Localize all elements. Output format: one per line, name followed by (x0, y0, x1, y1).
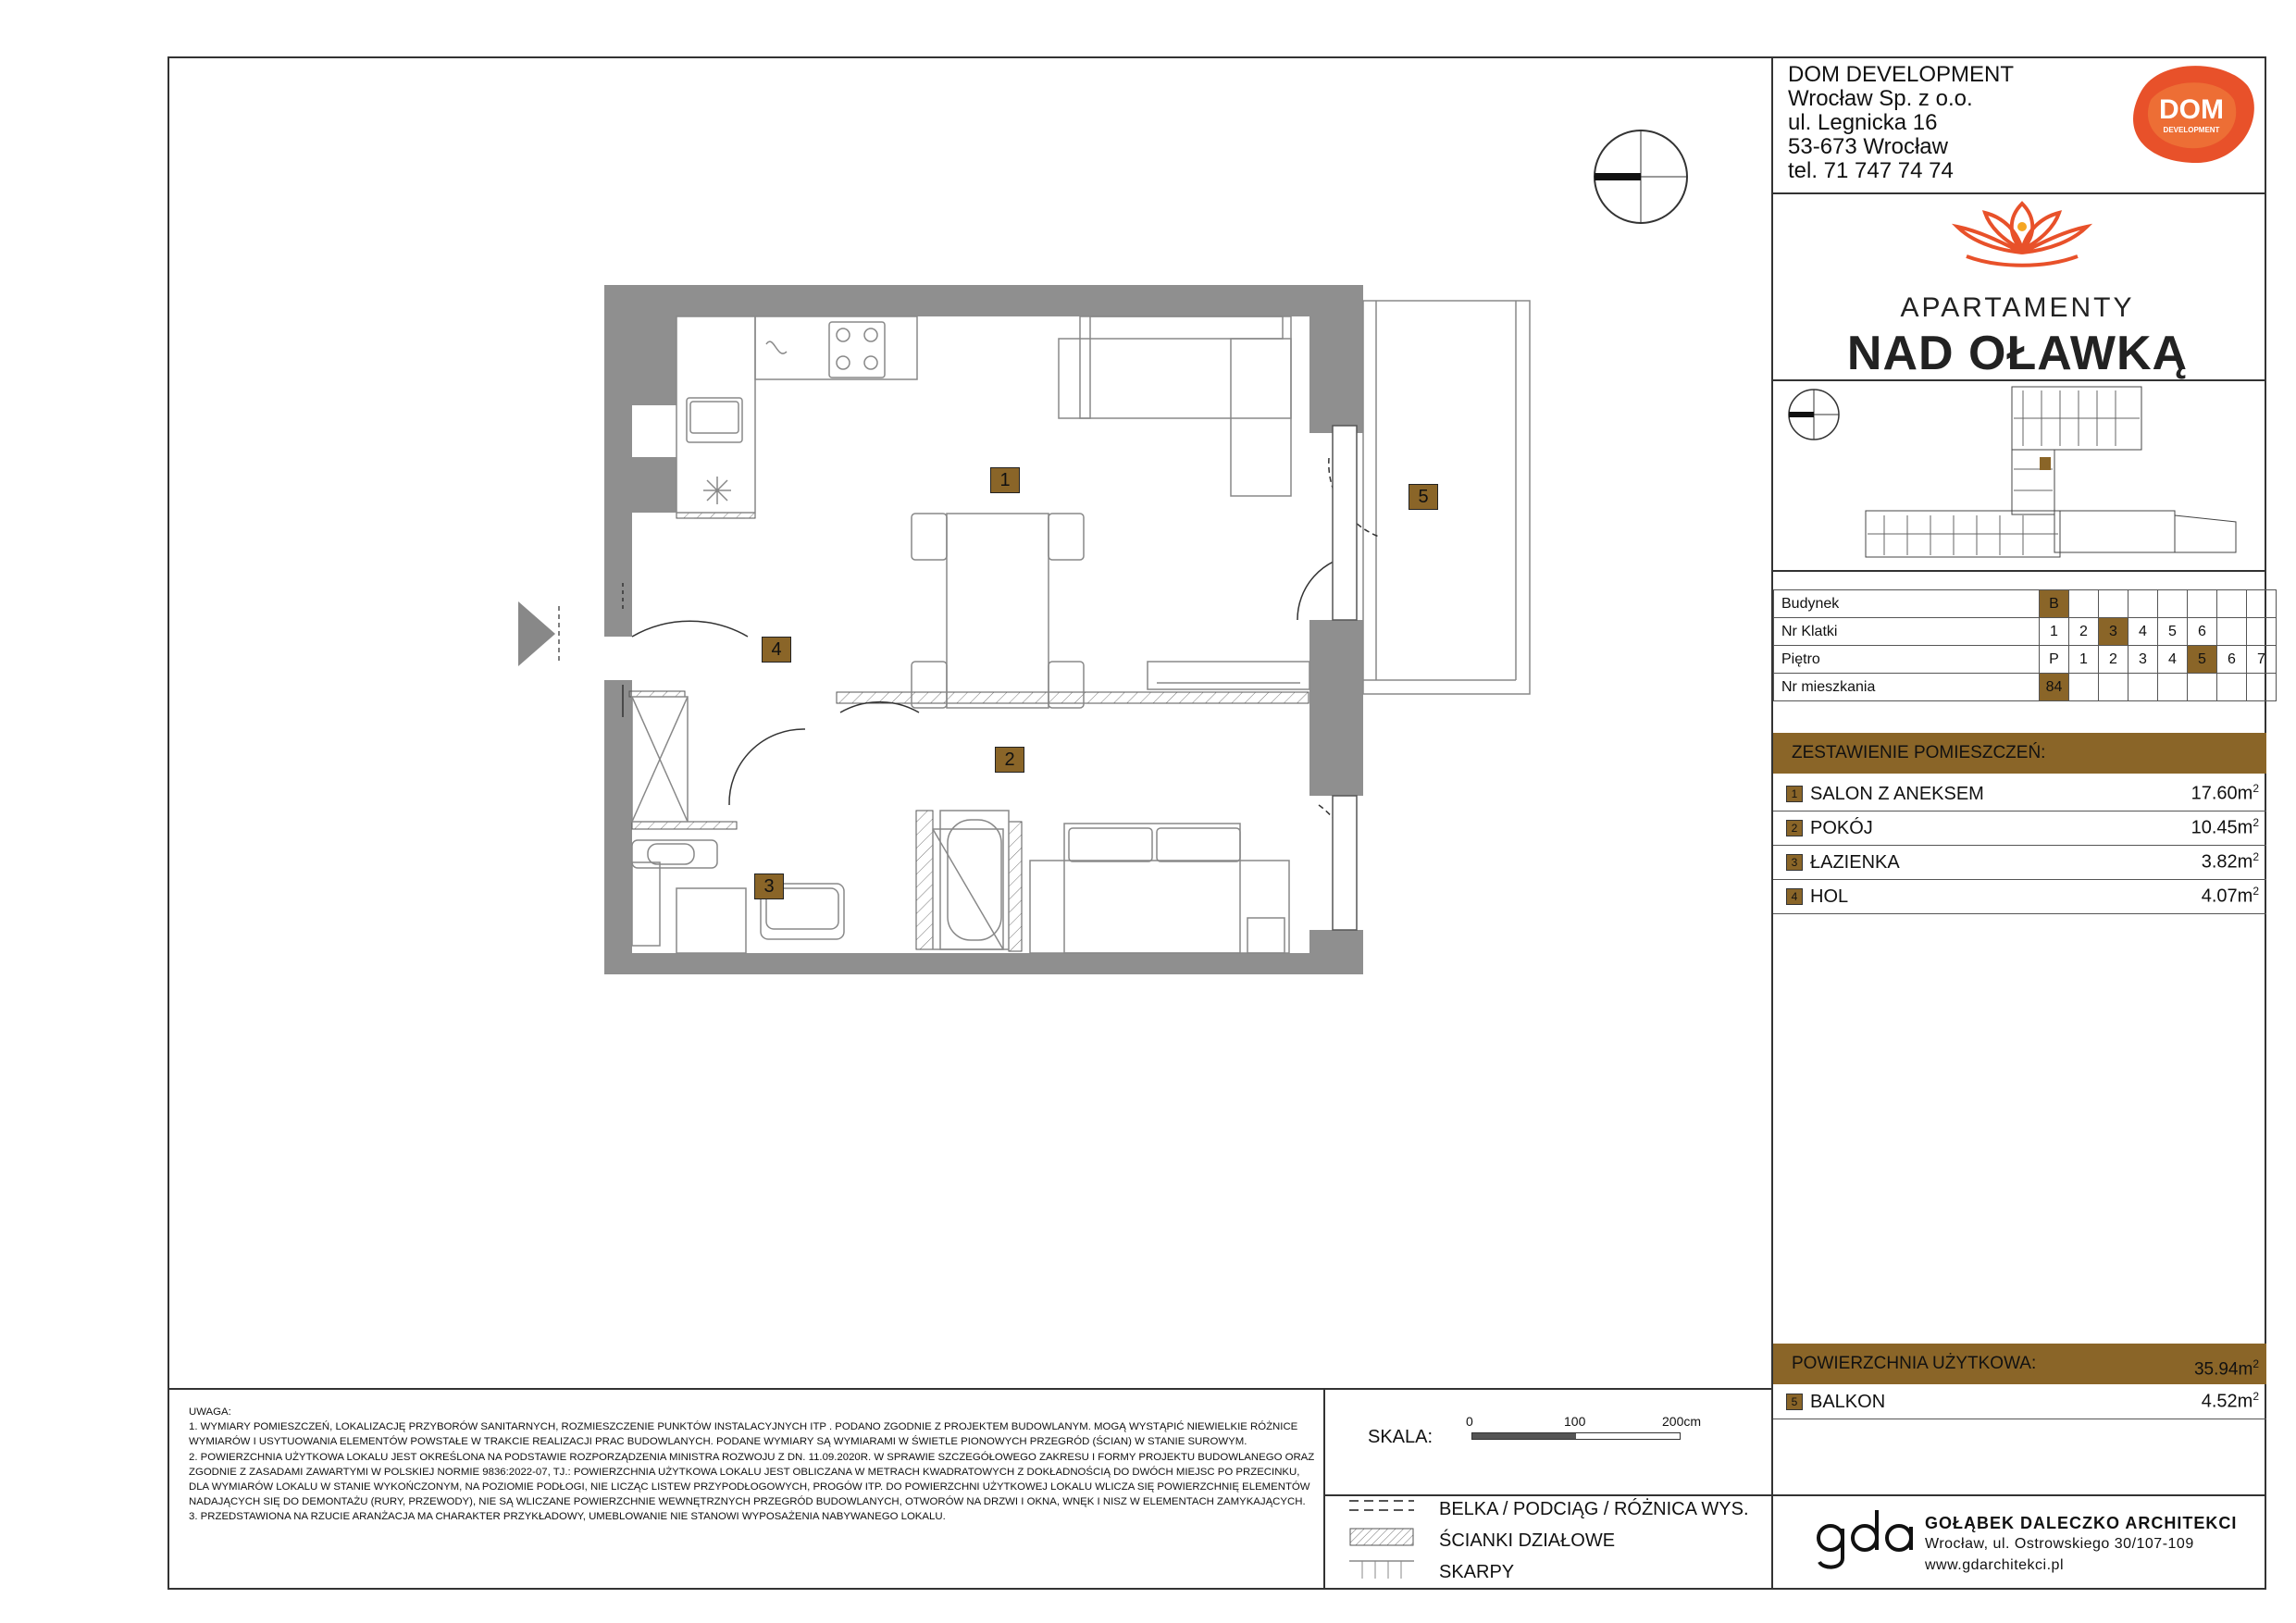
klatka-cell: 4 (2128, 618, 2158, 646)
scale-tick-200: 200cm (1662, 1414, 1702, 1429)
balcony-area: $4.52m^2$ (2201, 1390, 2259, 1412)
scale-divider (1323, 1388, 1325, 1590)
legend-partition-label: ŚCIANKI DZIAŁOWE (1439, 1530, 1616, 1551)
gda-logo (1814, 1501, 1916, 1575)
company-phone: tel. 71 747 74 74 (1788, 158, 1954, 183)
company-street: ul. Legnicka 16 (1788, 110, 1938, 135)
company-city: 53-673 Wrocław (1788, 134, 1948, 159)
room-name: POKÓJ (1810, 818, 1873, 838)
klatka-cell: 2 (2069, 618, 2099, 646)
legend-beam-label: BELKA / PODCIĄG / RÓŻNICA WYS. (1439, 1499, 1749, 1519)
rooms-header: ZESTAWIENIE POMIESZCZEŃ: (1773, 733, 2266, 774)
architect-name: GOŁĄBEK DALECZKO ARCHITEKCI (1925, 1514, 2238, 1532)
pietro-cell: 2 (2099, 646, 2128, 674)
note-3: 3. PRZEDSTAWIONA NA RZUCIE ARANŻACJA MA CHARAKTER PRZYKŁADOWY, UMEBLOWANIE NIE STANOWI WYPOSAŻENIA NABYWANEGO LOKALU. (189, 1511, 946, 1523)
klatka-cell: 6 (2188, 618, 2217, 646)
note-2: 2. POWIERZCHNIA UŻYTKOWA LOKALU JEST OKREŚLONA NA PODSTAWIE ROZPORZĄDZENIA MINISTRA ROZWOJU Z DN. 11.09.2020R. W SPRAWIE SZCZEGÓŁOWEGO ZAKRESU I FORMY PROJEKTU BUDOWLANEGO ORAZ ZGODNIE Z ZASADAMI ZAWARTYMI W POLSKIEJ NORMIE 9836:2022-07, TJ.: POWIERZCHNIA UŻYTKOWA LOKALU JEST OBLICZANA W METRACH KWADRATOWYCH Z DOKŁADNOŚCIĄ DO DWÓCH MIEJSC PO PRZECINKU, DLA WYMIARÓW LOKALU W STANIE WYKOŃCZONYM, NA POZIOMIE PODŁOGI, NIE LICZĄC LISTEW PRZYPODŁOGOWYCH, PROGÓW ITP. DO POWIERZCHNI UŻYTKOWEJ LOKALU WLICZA SIĘ POWIERZCHNIĘ ELEMENTÓW NADAJĄCYCH SIĘ DO DEMONTAŻU (RURY, PRZEWODY), NIE SĄ WLICZANE POWIERZCHNIE WEWNĘTRZNYCH PRZEGRÓD BUDOWLANYCH, OTWORÓW NA DRZWI I OKNA, WNĘK I NISZ W ELEMENTACH ZAMYKAJĄCYCH. (189, 1451, 1315, 1508)
usable-area-band (1773, 1344, 2266, 1384)
scale-tick-100: 100 (1564, 1414, 1586, 1429)
legend-partition-symbol (1349, 1528, 1414, 1546)
pietro-cell: 3 (2128, 646, 2158, 674)
row-klatki (1774, 618, 2277, 646)
room-row (1773, 846, 2266, 880)
klatka-cell: 5 (2158, 618, 2188, 646)
legend-beam-symbol (1349, 1497, 1414, 1516)
budynek-label: Budynek (1774, 590, 2040, 618)
balcony-number: 5 (1786, 1394, 1803, 1410)
project-title-line2: NAD OŁAWKĄ (1846, 327, 2189, 380)
floor-plan (518, 278, 1536, 1046)
architect-address: Wrocław, ul. Ostrowskiego 30/107-109 (1925, 1536, 2194, 1552)
scale-bar (1471, 1432, 1681, 1440)
project-title-line1: APARTAMENTY (1900, 292, 2135, 323)
pietro-cell: 1 (2069, 646, 2099, 674)
room-area: $4.07m^2$ (2201, 885, 2259, 907)
company-address (1788, 63, 2014, 183)
pietro-cell: P (2040, 646, 2069, 674)
apartment-info-table (1773, 589, 2277, 701)
row-mieszkanie (1774, 674, 2277, 701)
plan-label-room-5: 5 (1409, 484, 1438, 510)
legend-reveal-label: SKARPY (1439, 1562, 1515, 1582)
room-number: 4 (1786, 888, 1803, 905)
room-name: ŁAZIENKA (1810, 852, 1900, 873)
scale-tick-0: 0 (1466, 1414, 1473, 1429)
pietro-label: Piętro (1774, 646, 2040, 674)
keyplan (1773, 381, 2266, 570)
scale-bar-fill (1472, 1433, 1576, 1439)
usable-area-label: POWIERZCHNIA UŻYTKOWA: (1792, 1354, 2037, 1373)
architect-website: www.gdarchitekci.pl (1925, 1557, 2064, 1573)
scale-label: SKALA: (1368, 1427, 1433, 1447)
room-area: $10.45m^2$ (2191, 816, 2259, 838)
notes-divider (168, 1388, 1773, 1390)
room-number: 1 (1786, 786, 1803, 802)
balcony-name: BALKON (1810, 1392, 1886, 1412)
company-name: DOM DEVELOPMENT (1788, 62, 2015, 87)
notes-title: UWAGA: (189, 1406, 231, 1418)
row-budynek (1774, 590, 2277, 618)
north-arrow-icon (1590, 126, 1692, 228)
company-divider (1771, 192, 2266, 194)
notes (189, 1405, 1320, 1525)
usable-area-value: $35.94m^2$ (2193, 1357, 2259, 1380)
mieszkanie-value: 84 (2040, 674, 2069, 701)
room-area: $3.82m^2$ (2201, 850, 2259, 873)
klatki-label: Nr Klatki (1774, 618, 2040, 646)
plan-label-room-3: 3 (754, 873, 784, 899)
room-row (1773, 777, 2266, 812)
room-number: 2 (1786, 820, 1803, 836)
room-number: 3 (1786, 854, 1803, 871)
legend-reveal-symbol (1349, 1558, 1414, 1579)
room-row (1773, 812, 2266, 846)
architect-divider (1771, 1494, 2266, 1496)
plan-label-room-4: 4 (762, 637, 791, 663)
dom-logo-text: DOM (2159, 94, 2224, 125)
lotus-logo (1943, 199, 2101, 273)
room-name: HOL (1810, 886, 1849, 907)
dom-logo (2123, 63, 2260, 170)
pietro-cell-selected: 5 (2188, 646, 2217, 674)
balcony-row (1773, 1385, 2266, 1419)
plan-label-room-1: 1 (990, 467, 1020, 493)
pietro-cell: 6 (2217, 646, 2247, 674)
budynek-value: B (2040, 590, 2069, 618)
room-row (1773, 880, 2266, 914)
room-name: SALON Z ANEKSEM (1810, 784, 1984, 804)
note-1: 1. WYMIARY POMIESZCZEŃ, LOKALIZACJĘ PRZYBORÓW SANITARNYCH, ROZMIESZCZENIE PUNKTÓW INSTALACYJNYCH ITP . PODANO ZGODNIE Z PROJEKTEM BUDOWLANYM. MOGĄ WYSTĄPIĆ NIEWIELKIE RÓŻNICE WYMIARÓW I USYTUOWANIA ELEMENTÓW POWSTAŁE W TRAKCIE REALIZACJI PRAC BUDOWLANYCH. PODANE WYMIARY SĄ WYMIARAMI W ŚWIETLE PIONOWYCH PRZEGRÓD (ŚCIAN) W STANIE SUROWYM. (189, 1421, 1298, 1448)
keyplan-divider (1771, 570, 2266, 572)
room-area: $17.60m^2$ (2191, 782, 2259, 804)
pietro-cell: 4 (2158, 646, 2188, 674)
row-pietro (1774, 646, 2277, 674)
mieszkanie-label: Nr mieszkania (1774, 674, 2040, 701)
dom-logo-subtext: DEVELOPMENT (2163, 126, 2220, 134)
plan-label-room-2: 2 (995, 747, 1024, 773)
pietro-cell: 7 (2247, 646, 2277, 674)
company-line2: Wrocław Sp. z o.o. (1788, 86, 1973, 111)
legend-divider (1323, 1494, 1773, 1496)
klatka-cell-selected: 3 (2099, 618, 2128, 646)
klatka-cell: 1 (2040, 618, 2069, 646)
